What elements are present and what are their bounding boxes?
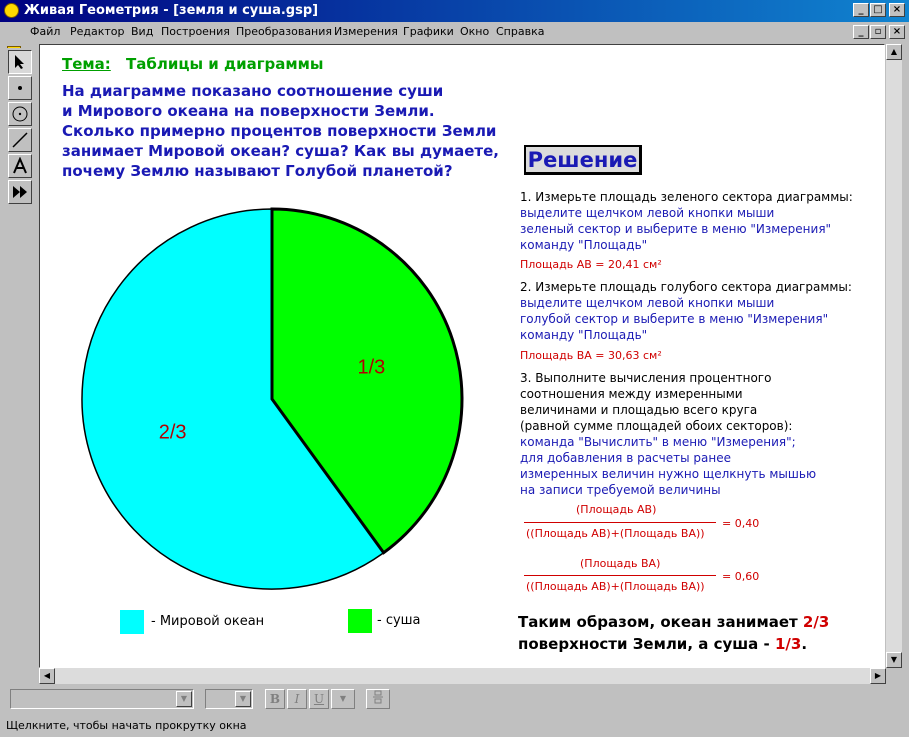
calc1-fraction-bar <box>524 522 716 523</box>
measurement-area-ba[interactable]: Площадь BA = 30,63 см² <box>520 349 662 362</box>
step2-title: 2. Измерьте площадь голубого сектора диаграммы: <box>520 280 852 294</box>
menu-view[interactable]: Вид <box>131 25 154 38</box>
italic-button[interactable]: I <box>287 689 307 709</box>
window-title: Живая Геометрия - [земля и суша.gsp] <box>24 3 319 18</box>
underline-button[interactable]: U <box>309 689 329 709</box>
scroll-down-arrow[interactable]: ▼ <box>886 652 902 668</box>
scroll-right-arrow[interactable]: ▶ <box>870 668 886 684</box>
solution-button[interactable]: Решение <box>524 145 642 175</box>
pie-chart <box>75 202 470 597</box>
doc-restore-button[interactable]: ▫ <box>870 25 886 39</box>
legend-label-land: - суша <box>377 613 421 628</box>
instruction-line: выделите щелчком левой кнопки мыши <box>520 206 775 220</box>
menu-help[interactable]: Справка <box>496 25 545 38</box>
menu-bar <box>0 22 909 42</box>
conclusion-text-part: поверхности Земли, а суша - <box>518 635 775 653</box>
doc-close-button[interactable]: × <box>889 25 905 39</box>
step2-instructions <box>520 295 828 343</box>
minimize-button[interactable]: _ <box>853 3 869 17</box>
instruction-line: команда "Вычислить" в меню "Измерения"; <box>520 435 796 449</box>
format-toolbar <box>0 686 909 714</box>
calc1-numerator[interactable]: (Площадь AB) <box>576 503 657 516</box>
scroll-left-arrow[interactable]: ◀ <box>39 668 55 684</box>
chevron-down-icon[interactable]: ▼ <box>176 691 192 707</box>
custom-tool[interactable] <box>8 180 32 204</box>
instruction-line: на записи требуемой величины <box>520 483 721 497</box>
instruction-line: команду "Площадь" <box>520 238 648 252</box>
app-icon <box>4 3 19 18</box>
double-arrow-icon <box>11 183 29 201</box>
step3-line: (равной сумме площадей обоих секторов): <box>520 419 793 433</box>
menu-construct[interactable]: Построения <box>161 25 230 38</box>
legend-swatch-land <box>348 609 372 633</box>
point-tool[interactable] <box>8 76 32 100</box>
segment-icon <box>11 131 29 149</box>
toolbox <box>6 48 34 214</box>
instruction-line: выделите щелчком левой кнопки мыши <box>520 296 775 310</box>
ocean-fraction: 2/3 <box>802 613 830 631</box>
status-bar <box>0 715 909 737</box>
calc2-denominator[interactable]: ((Площадь AB)+(Площадь BA)) <box>526 580 705 593</box>
menu-window[interactable]: Окно <box>460 25 490 38</box>
step3-line: величинами и площадью всего круга <box>520 403 758 417</box>
sketch-canvas[interactable] <box>39 44 885 668</box>
color-dropdown-button[interactable]: ▼ <box>331 689 355 709</box>
bold-button[interactable]: B <box>265 689 285 709</box>
instruction-line: голубой сектор и выберите в меню "Измерения" <box>520 312 829 326</box>
instruction-line: зеленый сектор и выберите в меню "Измерения" <box>520 222 832 236</box>
menu-edit[interactable]: Редактор <box>70 25 125 38</box>
step3-title <box>520 370 792 434</box>
calc1-result: = 0,40 <box>722 517 760 530</box>
close-button[interactable]: × <box>889 3 905 17</box>
conclusion-line-1 <box>518 611 829 633</box>
question-line: и Мирового океана на поверхности Земли. <box>62 102 435 120</box>
calc2-result: = 0,60 <box>722 570 760 583</box>
text-tool[interactable] <box>8 154 32 178</box>
question-line: На диаграмме показано соотношение суши <box>62 82 444 100</box>
theme-label: Тема: <box>62 55 111 73</box>
question-text <box>62 81 499 181</box>
legend-swatch-ocean <box>120 610 144 634</box>
menu-measure[interactable]: Измерения <box>334 25 398 38</box>
step1-title: 1. Измерьте площадь зеленого сектора диаграммы: <box>520 190 853 204</box>
text-a-icon <box>11 157 29 175</box>
instruction-line: команду "Площадь" <box>520 328 648 342</box>
select-arrow-tool[interactable] <box>8 50 32 74</box>
conclusion-period: . <box>801 635 808 653</box>
calc2-numerator[interactable]: (Площадь BA) <box>580 557 661 570</box>
straightedge-tool[interactable] <box>8 128 32 152</box>
question-line: почему Землю называют Голубой планетой? <box>62 162 453 180</box>
instruction-line: для добавления в расчеты ранее <box>520 451 731 465</box>
conclusion-text-part: Таким образом, океан занимает <box>518 613 803 631</box>
instruction-line: измеренных величин нужно щелкнуть мышью <box>520 467 817 481</box>
step3-line: соотношения между измеренными <box>520 387 743 401</box>
circle-icon <box>11 105 29 123</box>
font-name-combo[interactable] <box>10 689 194 709</box>
measurement-area-ab[interactable]: Площадь AB = 20,41 см² <box>520 258 662 271</box>
step1-instructions <box>520 205 831 253</box>
menu-transform[interactable]: Преобразования <box>236 25 333 38</box>
step3-instructions <box>520 434 816 498</box>
calc1-denominator[interactable]: ((Площадь AB)+(Площадь BA)) <box>526 527 705 540</box>
compass-tool[interactable] <box>8 102 32 126</box>
question-line: занимает Мировой океан? суша? Как вы думаете, <box>62 142 499 160</box>
status-text: Щелкните, чтобы начать прокрутку окна <box>6 719 247 732</box>
vertical-scrollbar[interactable] <box>886 44 902 668</box>
menu-file[interactable]: Файл <box>30 25 61 38</box>
fraction-icon[interactable] <box>366 689 390 709</box>
maximize-button[interactable]: □ <box>870 3 886 17</box>
chevron-down-icon[interactable]: ▼ <box>235 691 251 707</box>
menu-graph[interactable]: Графики <box>403 25 454 38</box>
pie-label-ocean: 2/3 <box>158 421 187 444</box>
conclusion-text <box>518 611 829 655</box>
fraction-glyph-icon <box>370 690 386 704</box>
scroll-up-arrow[interactable]: ▲ <box>886 44 902 60</box>
doc-minimize-button[interactable]: _ <box>853 25 869 39</box>
legend-label-ocean: - Мировой океан <box>151 614 265 629</box>
step3-line: 3. Выполните вычисления процентного <box>520 371 772 385</box>
conclusion-line-2 <box>518 633 829 655</box>
land-fraction: 1/3 <box>774 635 802 653</box>
point-icon <box>15 83 25 93</box>
arrow-icon <box>13 54 27 70</box>
calc2-fraction-bar <box>524 575 716 576</box>
theme-title: Таблицы и диаграммы <box>126 55 324 73</box>
font-size-combo[interactable] <box>205 689 253 709</box>
question-line: Сколько примерно процентов поверхности Земли <box>62 122 497 140</box>
pie-label-land: 1/3 <box>357 356 386 379</box>
horizontal-scrollbar[interactable] <box>39 668 886 684</box>
title-bar <box>0 0 909 22</box>
